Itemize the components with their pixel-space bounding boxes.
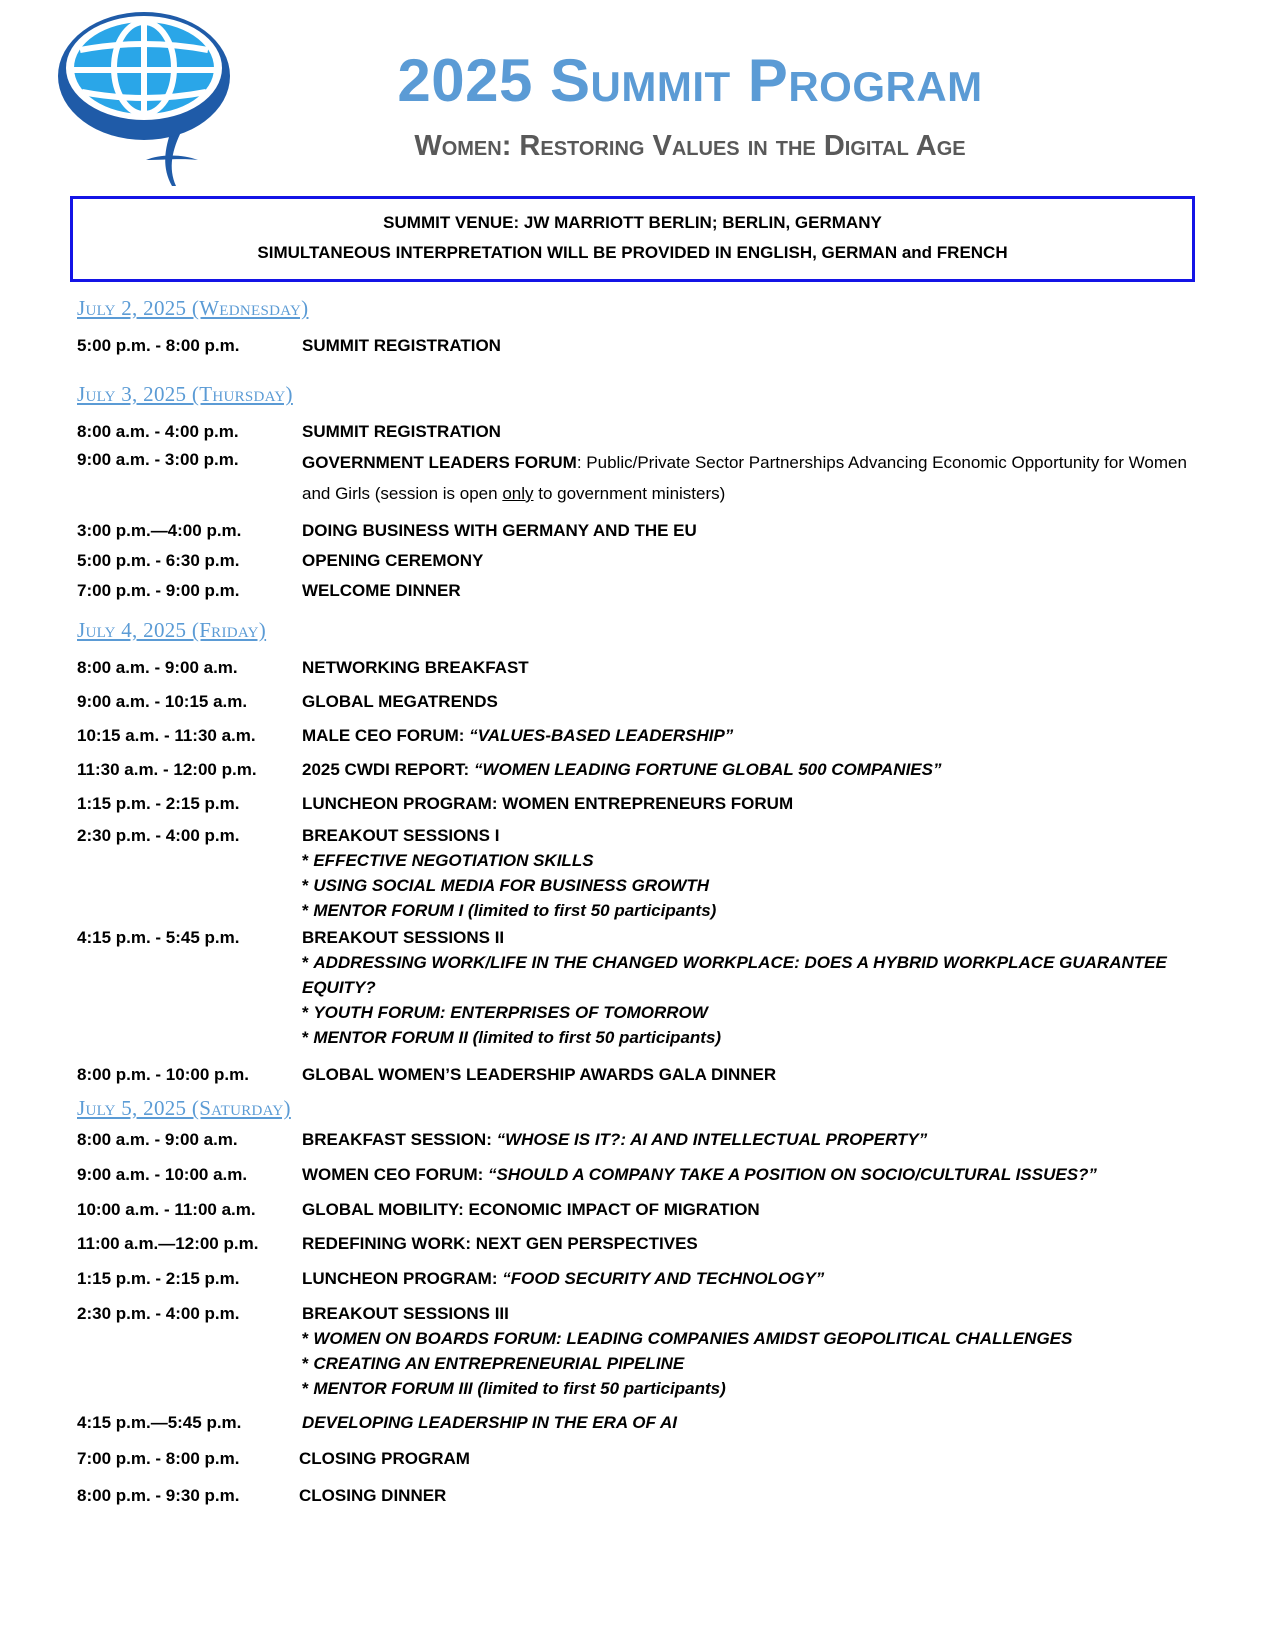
row-event [302,757,1205,782]
session-item: * YOUTH FORUM: ENTERPRISES OF TOMORROW [302,1003,708,1022]
session-name: USING SOCIAL MEDIA FOR BUSINESS GROWTH [313,876,710,895]
session-name: MENTOR FORUM I (limited to first 50 participants) [313,901,717,920]
row-description: : Public/Private Sector Partnerships Advancing Economic Opportunity for Women and Girls (session is open [302,453,1187,503]
row-time: 1:15 p.m. - 2:15 p.m. [77,794,240,813]
session-item: * EFFECTIVE NEGOTIATION SKILLS [302,851,594,870]
row-topic: “FOOD SECURITY AND TECHNOLOGY” [502,1269,825,1288]
session-item: * MENTOR FORUM II (limited to first 50 participants) [302,1028,722,1047]
row-title: LUNCHEON PROGRAM: WOMEN ENTREPRENEURS FORUM [302,794,794,813]
row-title: CLOSING DINNER [299,1486,447,1505]
row-event [302,1162,1205,1187]
interpretation-line: SIMULTANEOUS INTERPRETATION WILL BE PROVIDED IN ENGLISH, GERMAN and FRENCH [257,243,1008,262]
cwdi-globe-logo-icon [52,10,232,190]
page-subtitle: Women: Restoring Values in the Digital Age [414,130,966,162]
row-time: 8:00 a.m. - 9:00 a.m. [77,658,238,677]
day-heading-july-4: July 4, 2025 (Friday) [77,618,267,642]
row-time: 9:00 a.m. - 10:00 a.m. [77,1165,248,1184]
row-time: 8:00 a.m. - 4:00 p.m. [77,422,239,441]
row-event [302,447,1205,509]
row-title: MALE CEO FORUM: [302,726,470,745]
row-title: REDEFINING WORK: NEXT GEN PERSPECTIVES [302,1234,698,1253]
session-item: * MENTOR FORUM I (limited to first 50 participants) [302,901,717,920]
row-event [302,1266,1205,1291]
row-time: 9:00 a.m. - 10:15 a.m. [77,692,248,711]
row-time: 4:15 p.m.—5:45 p.m. [77,1413,242,1432]
row-title: WOMEN CEO FORUM: [302,1165,489,1184]
session-item: * MENTOR FORUM III (limited to first 50 participants) [302,1379,726,1398]
row-time: 2:30 p.m. - 4:00 p.m. [77,826,240,845]
row-time: 8:00 p.m. - 10:00 p.m. [77,1065,249,1084]
venue-line: SUMMIT VENUE: JW MARRIOTT BERLIN; BERLIN, GERMANY [383,213,882,232]
row-time: 8:00 p.m. - 9:30 p.m. [77,1486,240,1505]
row-time: 10:15 a.m. - 11:30 a.m. [77,726,256,745]
row-title: SUMMIT REGISTRATION [302,336,501,355]
row-event [302,925,1205,1050]
day-heading-july-2: July 2, 2025 (Wednesday) [77,296,309,320]
session-name: WOMEN ON BOARDS FORUM: LEADING COMPANIES AMIDST GEOPOLITICAL CHALLENGES [313,1329,1073,1348]
row-title: OPENING CEREMONY [302,551,484,570]
row-title: GOVERNMENT LEADERS FORUM [302,453,577,472]
row-event [302,823,1205,923]
row-time: 2:30 p.m. - 4:00 p.m. [77,1304,240,1323]
row-title: NETWORKING BREAKFAST [302,658,529,677]
session-name: EFFECTIVE NEGOTIATION SKILLS [313,851,594,870]
row-time: 10:00 a.m. - 11:00 a.m. [77,1200,256,1219]
row-topic: “WHOSE IS IT?: AI AND INTELLECTUAL PROPERTY” [496,1130,928,1149]
row-time: 5:00 p.m. - 6:30 p.m. [77,551,240,570]
row-title: BREAKOUT SESSIONS III [302,1304,509,1323]
row-title: SUMMIT REGISTRATION [302,422,501,441]
session-name: CREATING AN ENTREPRENEURIAL PIPELINE [313,1354,685,1373]
row-event [302,1301,1205,1401]
row-event [302,1127,1205,1152]
venue-box [70,196,1195,282]
row-time: 9:00 a.m. - 3:00 p.m. [77,450,239,469]
session-item: * WOMEN ON BOARDS FORUM: LEADING COMPANIES AMIDST GEOPOLITICAL CHALLENGES [302,1329,1073,1348]
row-topic: DEVELOPING LEADERSHIP IN THE ERA OF AI [302,1413,677,1432]
row-time: 7:00 p.m. - 8:00 p.m. [77,1449,240,1468]
session-name: YOUTH FORUM [313,1003,440,1022]
row-time: 7:00 p.m. - 9:00 p.m. [77,581,240,600]
session-name: ADDRESSING WORK/LIFE IN THE CHANGED WORKPLACE: DOES A HYBRID WORKPLACE GUARANTEE EQUITY? [302,953,1167,997]
row-time: 1:15 p.m. - 2:15 p.m. [77,1269,240,1288]
row-description: to government ministers) [533,484,726,503]
row-time: 4:15 p.m. - 5:45 p.m. [77,928,240,947]
row-time: 11:30 a.m. - 12:00 p.m. [77,760,257,779]
row-time: 3:00 p.m.—4:00 p.m. [77,521,242,540]
row-time: 11:00 a.m.—12:00 p.m. [77,1234,259,1253]
row-topic: “SHOULD A COMPANY TAKE A POSITION ON SOCIO/CULTURAL ISSUES?” [488,1165,1097,1184]
row-title: 2025 CWDI REPORT: [302,760,474,779]
session-name: : ENTERPRISES OF TOMORROW [439,1003,708,1022]
row-title: CLOSING PROGRAM [299,1449,470,1468]
row-title: GLOBAL MOBILITY: ECONOMIC IMPACT OF MIGRATION [302,1200,760,1219]
row-title: BREAKFAST SESSION: [302,1130,497,1149]
session-name: MENTOR FORUM II (limited to first 50 participants) [313,1028,722,1047]
row-time: 5:00 p.m. - 8:00 p.m. [77,336,240,355]
row-title: LUNCHEON PROGRAM: [302,1269,503,1288]
day-heading-july-5: July 5, 2025 (Saturday) [77,1096,291,1120]
session-item: * CREATING AN ENTREPRENEURIAL PIPELINE [302,1354,685,1373]
row-topic: “VALUES-BASED LEADERSHIP” [469,726,734,745]
row-title: GLOBAL WOMEN’S LEADERSHIP AWARDS GALA DINNER [302,1065,777,1084]
session-name: MENTOR FORUM III (limited to first 50 participants) [313,1379,726,1398]
day-heading-july-3: July 3, 2025 (Thursday) [77,382,293,406]
row-title: DOING BUSINESS WITH GERMANY AND THE EU [302,521,697,540]
page-title: 2025 Summit Program [397,47,983,114]
row-title: BREAKOUT SESSIONS I [302,826,500,845]
row-title: BREAKOUT SESSIONS II [302,928,505,947]
row-title: GLOBAL MEGATRENDS [302,692,498,711]
session-item: * USING SOCIAL MEDIA FOR BUSINESS GROWTH [302,876,710,895]
row-topic: “WOMEN LEADING FORTUNE GLOBAL 500 COMPANIES” [473,760,942,779]
session-item: * ADDRESSING WORK/LIFE IN THE CHANGED WORKPLACE: DOES A HYBRID WORKPLACE GUARANTEE EQUITY? [302,953,1167,997]
row-title: WELCOME DINNER [302,581,461,600]
row-description-emphasis: only [502,484,534,503]
row-time: 8:00 a.m. - 9:00 a.m. [77,1130,238,1149]
row-event [302,723,1205,748]
